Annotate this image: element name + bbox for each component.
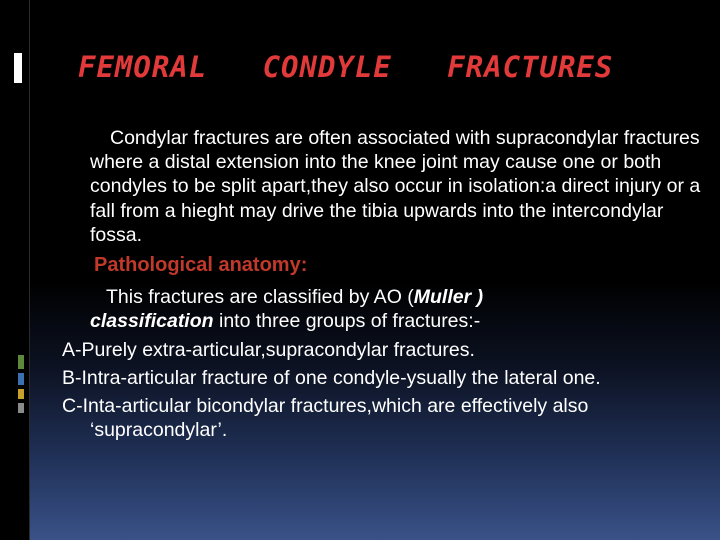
gold-accent-bar xyxy=(18,389,24,399)
muller-text: Muller ) xyxy=(413,286,484,309)
white-accent-bar xyxy=(14,53,22,83)
blue-accent-bar xyxy=(18,373,24,385)
green-accent-bar xyxy=(18,355,24,369)
classification-text-end: into three groups of fractures:- xyxy=(213,310,481,333)
band-divider xyxy=(29,0,30,540)
section-heading: Pathological anatomy: xyxy=(94,254,308,277)
list-item-b: B-Intra-articular fracture of one condyle-ysually the lateral one. xyxy=(62,366,601,389)
classification-word: classification xyxy=(90,310,214,333)
intro-paragraph: Condylar fractures are often associated with supracondylar fractures where a distal extension into the knee joint may cause one or both condyles to be split apart,they also occur in isolation:a direct injury or a fall from a hieght may drive the tibia upwards into the intercondylar fossa. xyxy=(90,127,701,246)
slide-body xyxy=(62,126,707,442)
gray-accent-bar xyxy=(18,403,24,413)
classification-paragraph xyxy=(62,285,707,333)
list-item-c: C-Inta-articular bicondylar fractures,which are effectively also ‘supracondylar’. xyxy=(62,395,589,442)
slide-title: FEMORAL CONDYLE FRACTURES xyxy=(78,50,614,84)
list-item-a: A-Purely extra-articular,supracondylar fractures. xyxy=(62,338,475,361)
classification-text-start: This fractures are classified by AO ( xyxy=(106,286,414,309)
